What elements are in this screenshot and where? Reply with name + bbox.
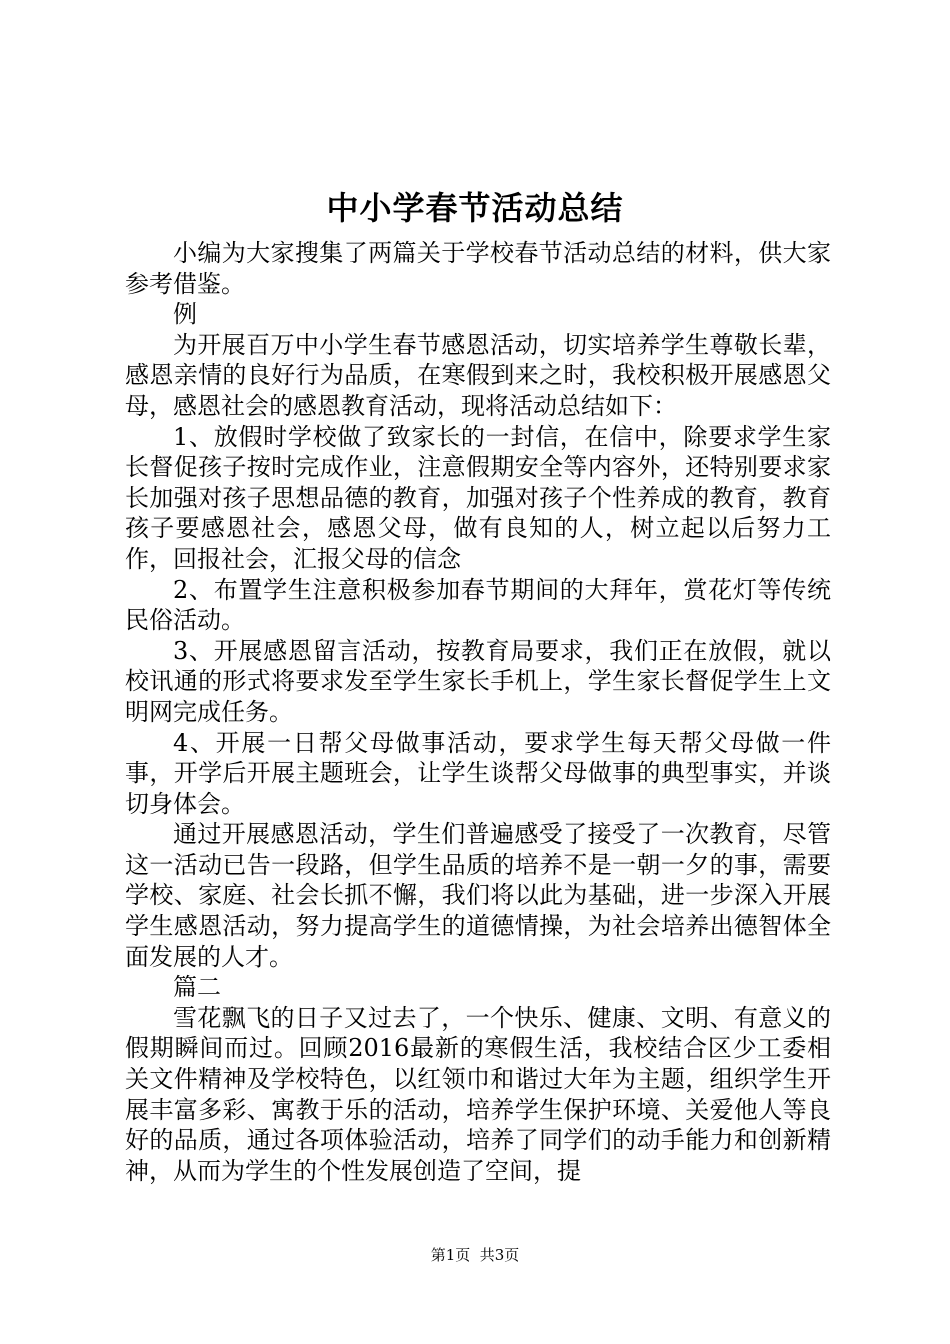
paragraph: 为开展百万中小学生春节感恩活动，切实培养学生尊敬长辈，感恩亲情的良好行为品质，在寒假到来之时，我校积极开展感恩父母，感恩社会的感恩教育活动，现将活动总结如下： — [125, 330, 831, 420]
paragraph: 雪花飘飞的日子又过去了，一个快乐、健康、文明、有意义的假期瞬间而过。回顾2016最新的寒假生活，我校结合区少工委相关文件精神及学校特色，以红领巾和谐过大年为主题，组织学生开展丰富多彩、寓教于乐的活动，培养学生保护环境、关爱他人等良好的品质，通过各项体验活动，培养了同学们的动手能力和创新精神，从而为学生的个性发展创造了空间，提 — [125, 1003, 831, 1185]
document-body — [125, 238, 831, 1186]
section-label-part-two: 篇二 — [173, 973, 221, 1002]
list-item-3: 3、开展感恩留言活动，按教育局要求，我们正在放假，就以校讯通的形式将要求发至学生家长手机上，学生家长督促学生上文明网完成任务。 — [125, 636, 831, 726]
list-item-1: 1、放假时学校做了致家长的一封信，在信中，除要求学生家长督促孩子按时完成作业，注意假期安全等内容外，还特别要求家长加强对孩子思想品德的教育，加强对孩子个性养成的教育，教育孩子要感恩社会，感恩父母，做有良知的人，树立起以后努力工作，回报社会，汇报父母的信念 — [125, 422, 831, 573]
document-title: 中小学春节活动总结 — [326, 189, 624, 227]
list-item-4: 4、开展一日帮父母做事活动，要求学生每天帮父母做一件事，开学后开展主题班会，让学生谈帮父母做事的典型事实，并谈切身体会。 — [125, 728, 831, 818]
intro-paragraph: 小编为大家搜集了两篇关于学校春节活动总结的材料，供大家参考借鉴。 — [125, 239, 831, 298]
list-item-2: 2、布置学生注意积极参加春节期间的大拜年，赏花灯等传统民俗活动。 — [125, 575, 831, 635]
example-label: 例 — [173, 300, 197, 329]
paragraph: 通过开展感恩活动，学生们普遍感受了接受了一次教育，尽管这一活动已告一段路，但学生品质的培养不是一朝一夕的事，需要学校、家庭、社会长抓不懈，我们将以此为基础，进一步深入开展学生感恩活动，努力提高学生的道德情操，为社会培养出德智体全面发展的人才。 — [125, 820, 831, 971]
page-footer: 第1页 共3页 — [430, 1246, 520, 1264]
